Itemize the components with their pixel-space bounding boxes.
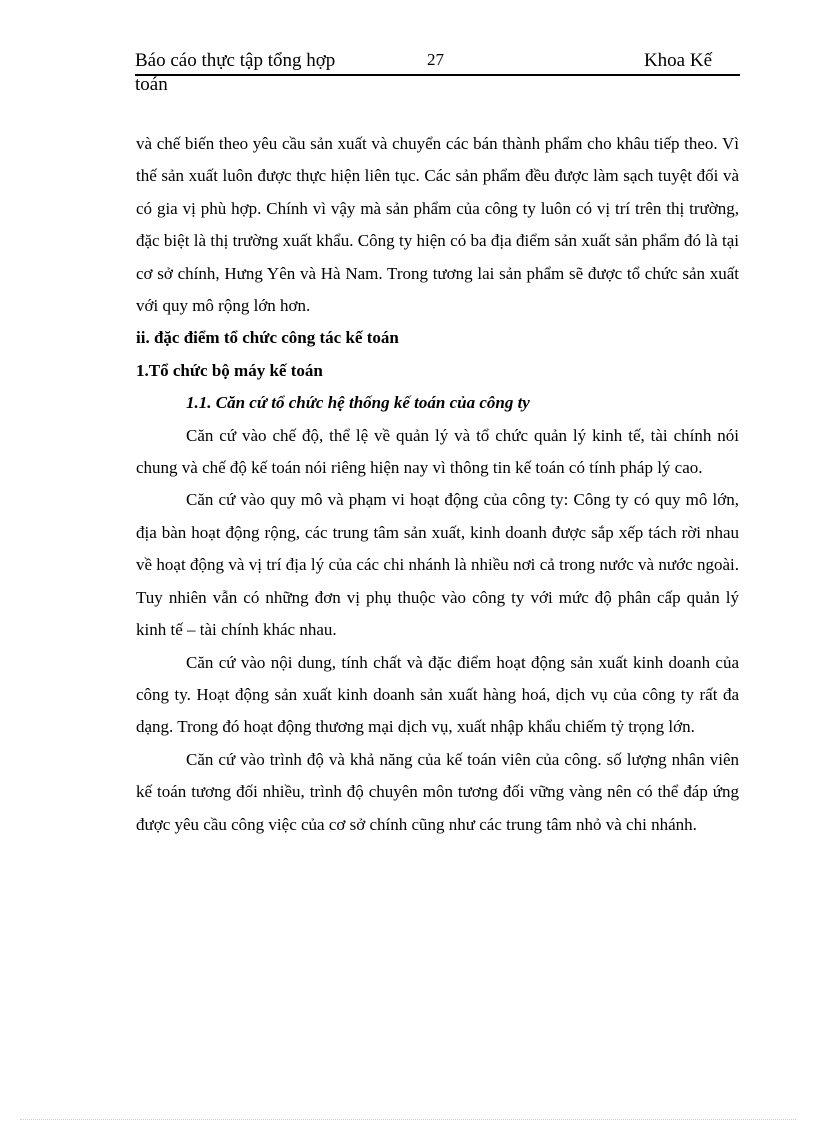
section-heading: ii. đặc điểm tổ chức công tác kế toán — [136, 328, 399, 348]
paragraph: Căn cứ vào nội dung, tính chất và đặc điểm hoạt động sản xuất kinh doanh của công ty. Hoạt động sản xuất kinh doanh sản xuất hàng hoá, dịch vụ của công ty rất đa dạng. Trong đó hoạt động thương mại dịch vụ, xuất nhập khẩu chiếm tỷ trọng lớn. — [136, 652, 739, 737]
page-number: 27 — [427, 50, 444, 69]
subsubsection-heading: 1.1. Căn cứ tổ chức hệ thống kế toán của công ty — [186, 393, 530, 413]
paragraph-intro: và chế biến theo yêu cầu sản xuất và chuyển các bán thành phẩm cho khâu tiếp theo. Vì thế sản xuất luôn được thực hiện liên tục. Các sản phẩm đều được làm sạch tuyệt đối và có gia vị phù hợp. Chính vì vậy mà sản phẩm của công ty luôn có vị trí trên thị trường, đặc biệt là thị trường xuất khẩu. Công ty hiện có ba địa điểm sản xuất sản phẩm đó là tại cơ sở chính, Hưng Yên và Hà Nam. Trong tương lai sản phẩm sẽ được tổ chức sản xuất với quy mô rộng lớn hơn. — [136, 134, 739, 316]
paragraph: Căn cứ vào quy mô và phạm vi hoạt động của công ty: Công ty có quy mô lớn, địa bàn hoạt động rộng, các trung tâm sản xuất, kinh doanh được sắp xếp tách rời nhau về hoạt động và vị trí địa lý của các chi nhánh là nhiều nơi cả trong nước và nước ngoài. Tuy nhiên vẫn có những đơn vị phụ thuộc vào công ty với mức độ phân cấp quản lý kinh tế – tài chính khác nhau. — [136, 490, 739, 640]
subsection-heading: 1.Tổ chức bộ máy kế toán — [136, 360, 323, 380]
header-title-right: Khoa Kế — [643, 50, 712, 71]
paragraph: Căn cứ vào chế độ, thể lệ về quản lý và tổ chức quản lý kinh tế, tài chính nói chung và chế độ kế toán nói riêng hiện nay vì thông tin kế toán có tính pháp lý cao. — [136, 425, 739, 478]
page-bottom-divider — [20, 1119, 796, 1120]
header-title-wrap: toán — [135, 74, 168, 95]
header-title-left: Báo cáo thực tập tổng hợp — [135, 50, 336, 71]
page-body — [136, 128, 739, 841]
page-header — [135, 50, 740, 76]
paragraph: Căn cứ vào trình độ và khả năng của kế toán viên của công. số lượng nhân viên kế toán tương đối nhiều, trình độ chuyên môn tương đối vững vàng nên có thể đáp ứng được yêu cầu công việc của cơ sở chính cũng như các trung tâm nhỏ và chi nhánh. — [136, 749, 739, 834]
